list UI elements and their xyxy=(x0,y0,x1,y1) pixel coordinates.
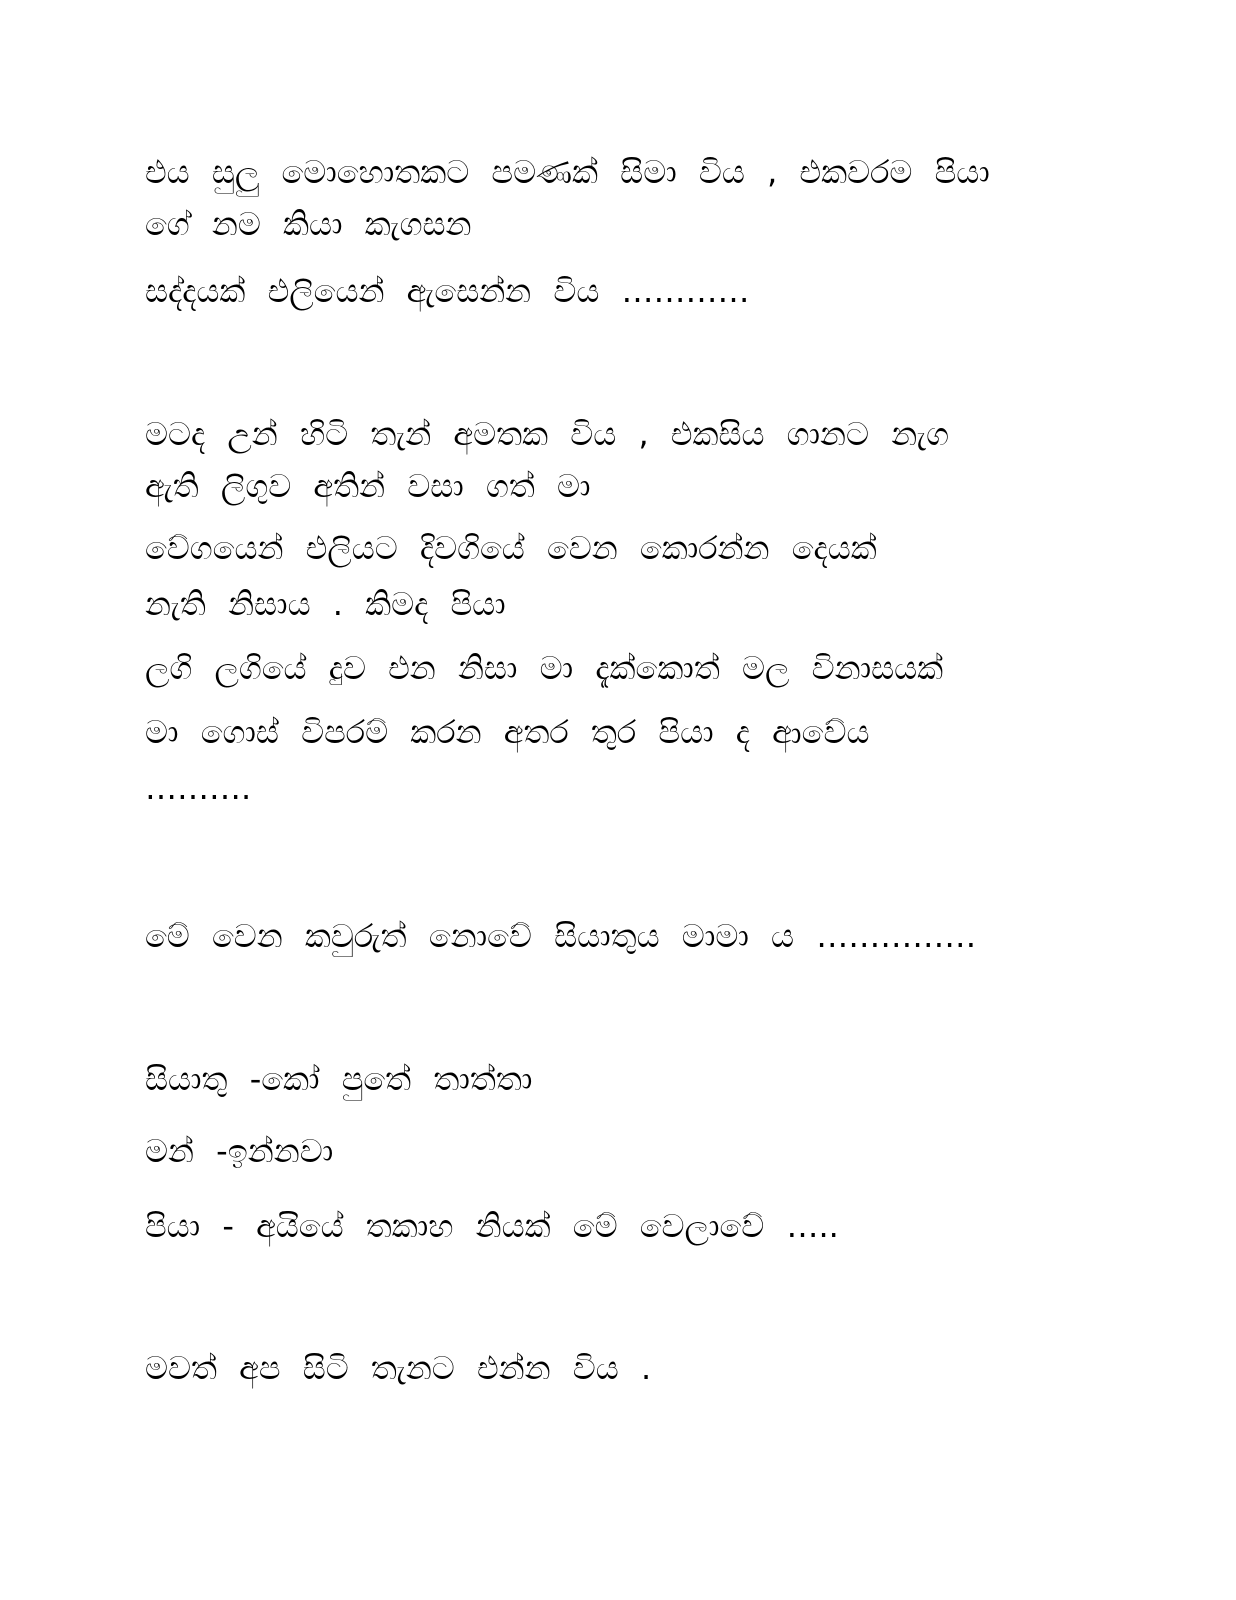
text-line: වේගයෙන් එලියට දිවගියේ වෙන කොරන්න දෙයක් xyxy=(145,529,877,567)
text-line: නැති නිසාය . කිමද පියා xyxy=(145,585,506,623)
text-line: ලගි ලගියේ දුව එන නිසා මා දැක්කොත් මල විනාසයක් xyxy=(145,649,944,687)
text-line: ඇති ලිගුව අතින් වසා ගත් මා xyxy=(145,467,591,505)
dialogue-line: සියාතු -කෝ පුතේ තාත්තා xyxy=(145,1060,533,1098)
dialogue-line: පියා - අයියේ තකාහ නියක් මේ වෙලාවේ ….. xyxy=(145,1207,839,1245)
text-line: මේ වෙන කවුරුත් නොවේ සියාතුය මාමා ය …………… xyxy=(145,917,977,955)
text-line: මා ගොස් විපරම් කරන අතර තුර පියා ද ආවේය xyxy=(145,713,870,751)
dialogue-line: මන් -ඉන්නවා xyxy=(145,1132,334,1170)
text-line: මවත් අප සිටි තැනට එන්න විය . xyxy=(145,1349,652,1387)
text-line: එය සුලු මොහොතකට පමණක් සිමා විය , එකවරම පියා xyxy=(145,153,990,191)
text-line: ගේ නම කියා කැගසන xyxy=(145,205,472,243)
text-line: මටද උන් හිටි තැන් අමතක විය , එකසිය ගානට නැග xyxy=(145,415,949,453)
text-line: සද්දයක් එලියෙන් ඇසෙන්න විය ………… xyxy=(145,272,750,310)
text-line: ………. xyxy=(145,769,252,807)
